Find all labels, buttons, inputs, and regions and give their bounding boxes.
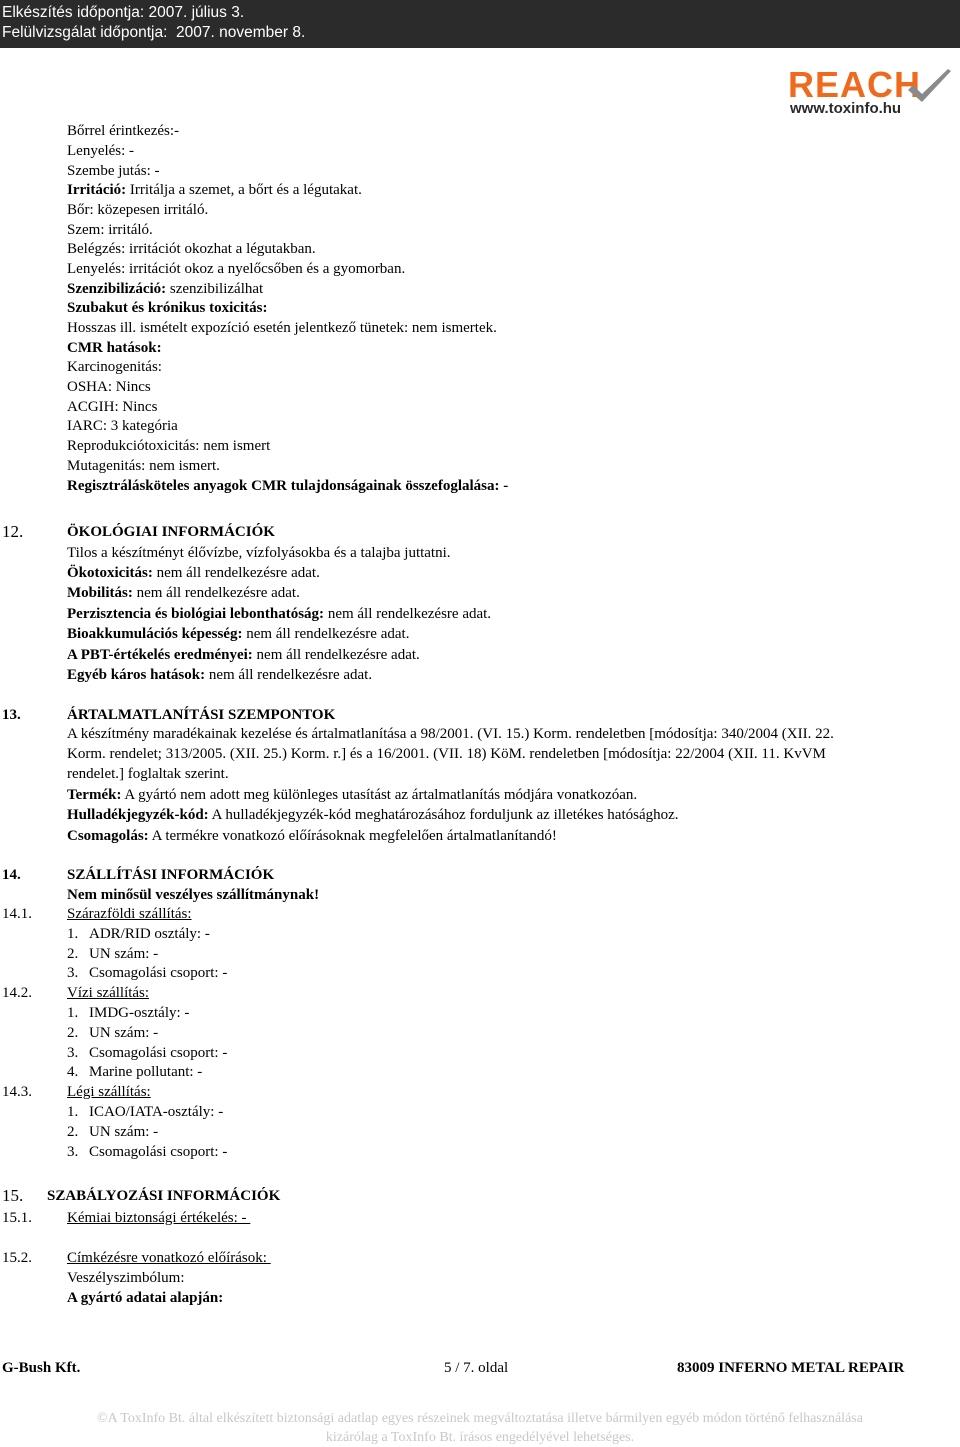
packaging-text: A termékre vonatkozó előírásoknak megfelelően ártalmatlanítandó! bbox=[148, 828, 557, 844]
logo-title: REACH bbox=[788, 64, 922, 105]
packaging-label: Csomagolás: bbox=[67, 828, 149, 844]
bioaccumulation-text: nem áll rendelkezésre adat. bbox=[242, 626, 410, 642]
item-number: 3. bbox=[67, 1144, 79, 1160]
list-item bbox=[67, 1024, 158, 1042]
prepared-date: Elkészítés időpontja: 2007. július 3. bbox=[2, 4, 245, 21]
pbt-assessment bbox=[67, 646, 420, 664]
list-item bbox=[67, 1063, 202, 1081]
section-12-number: 12. bbox=[2, 522, 24, 541]
item-text: Csomagolási csoport: - bbox=[89, 1045, 228, 1061]
disposal-text-1: A készítmény maradékainak kezelése és ártalmatlanítása a 98/2001. (VI. 15.) Korm. rendeletben [módosítja: 340/2004 (XII. 22. bbox=[67, 726, 834, 742]
product-label: Termék: bbox=[67, 787, 122, 803]
list-item bbox=[67, 1123, 158, 1141]
water-number: 14.2. bbox=[2, 985, 32, 1001]
disposal-text-2: Korm. rendelet; 313/2005. (XII. 25.) Korm. r.] és a 16/2001. (VII. 18) KöM. rendeletben [módosítja: 22/2004 (XII. 11. KvVM bbox=[67, 746, 826, 762]
product-text: A gyártó nem adott meg különleges utasítást az ártalmatlanítás módjára vonatkozóan. bbox=[121, 787, 638, 803]
skin-contact: Bőrrel érintkezés:- bbox=[67, 123, 180, 139]
list-item bbox=[67, 1143, 227, 1161]
mutagenicity: Mutagenitás: nem ismert. bbox=[67, 458, 220, 474]
iarc: IARC: 3 kategória bbox=[67, 418, 178, 434]
manufacturer-data: A gyártó adatai alapján: bbox=[67, 1290, 224, 1306]
bioaccumulation-label: Bioakkumulációs képesség: bbox=[67, 626, 243, 642]
section-12-title: ÖKOLÓGIAI INFORMÁCIÓK bbox=[67, 524, 275, 540]
subacute-label: Szubakut és krónikus toxicitás: bbox=[67, 300, 268, 316]
inhalation: Belégzés: irritációt okozhat a légutakban. bbox=[67, 241, 316, 257]
copyright-line-2: kizárólag a ToxInfo Bt. írásos engedélyével lehetséges. bbox=[325, 1430, 635, 1445]
list-item bbox=[67, 945, 158, 963]
skin-irritation: Bőr: közepesen irritáló. bbox=[67, 202, 209, 218]
section-13-title: ÁRTALMATLANÍTÁSI SZEMPONTOK bbox=[67, 707, 336, 723]
air-title: Légi szállítás: bbox=[67, 1084, 151, 1100]
irritation bbox=[67, 181, 362, 199]
eco-ban: Tilos a készítményt élővízbe, vízfolyásokba és a talajba juttatni. bbox=[67, 545, 451, 561]
item-number: 2. bbox=[67, 1124, 79, 1140]
ecotoxicity-label: Ökotoxicitás: bbox=[67, 565, 153, 581]
list-item bbox=[67, 1044, 227, 1062]
mobility bbox=[67, 584, 300, 602]
transport-note: Nem minősül veszélyes szállítmánynak! bbox=[67, 887, 320, 903]
footer-company: G-Bush Kft. bbox=[2, 1360, 81, 1376]
waste-code bbox=[67, 806, 679, 824]
ecotoxicity bbox=[67, 564, 320, 582]
item-text: Marine pollutant: - bbox=[89, 1064, 203, 1080]
cmr-summary: Regisztrálásköteles anyagok CMR tulajdonságainak összefoglalása: - bbox=[67, 478, 509, 494]
cmr-label: CMR hatások: bbox=[67, 340, 162, 356]
disposal-text-3: rendelet.] foglaltak szerint. bbox=[67, 766, 229, 782]
item-number: 3. bbox=[67, 1045, 79, 1061]
persistence bbox=[67, 605, 491, 623]
item-text: UN szám: - bbox=[89, 1124, 159, 1140]
list-item bbox=[67, 1004, 189, 1022]
list-item bbox=[67, 1103, 223, 1121]
long-term-effects: Hosszas ill. ismételt expozíció esetén jelentkező tünetek: nem ismertek. bbox=[67, 320, 497, 336]
mobility-label: Mobilitás: bbox=[67, 585, 133, 601]
item-text: Csomagolási csoport: - bbox=[89, 1144, 228, 1160]
copyright-line-1: ©A ToxInfo Bt. által elkészített biztonsági adatlap egyes részeinek megváltoztatása illetve bármilyen egyéb módon történő felhasználása bbox=[97, 1411, 863, 1426]
osha: OSHA: Nincs bbox=[67, 379, 151, 395]
item-text: UN szám: - bbox=[89, 946, 159, 962]
list-item bbox=[67, 964, 227, 982]
list-item bbox=[67, 925, 210, 943]
section-13-number: 13. bbox=[2, 707, 21, 723]
other-effects bbox=[67, 666, 372, 684]
item-number: 2. bbox=[67, 1025, 79, 1041]
logo-url: www.toxinfo.hu bbox=[790, 100, 902, 117]
footer-page: 5 / 7. oldal bbox=[444, 1360, 509, 1376]
pbt-label: A PBT-értékelés eredményei: bbox=[67, 647, 253, 663]
pbt-text: nem áll rendelkezésre adat. bbox=[252, 647, 420, 663]
air-number: 14.3. bbox=[2, 1084, 32, 1100]
packaging bbox=[67, 827, 557, 845]
item-text: IMDG-osztály: - bbox=[89, 1005, 190, 1021]
item-text: ADR/RID osztály: - bbox=[89, 926, 210, 942]
labelling-title: Címkézésre vonatkozó előírások: bbox=[67, 1250, 271, 1266]
section-14-title: SZÁLLÍTÁSI INFORMÁCIÓK bbox=[67, 867, 275, 883]
ecotoxicity-text: nem áll rendelkezésre adat. bbox=[152, 565, 320, 581]
other-effects-text: nem áll rendelkezésre adat. bbox=[205, 667, 373, 683]
irritation-text: Irritálja a szemet, a bőrt és a légutakat. bbox=[126, 182, 362, 198]
footer-product: 83009 INFERNO METAL REPAIR bbox=[677, 1360, 905, 1376]
item-text: UN szám: - bbox=[89, 1025, 159, 1041]
irritation-label: Irritáció: bbox=[67, 182, 127, 198]
water-title: Vízi szállítás: bbox=[67, 985, 150, 1001]
section-14-number: 14. bbox=[2, 867, 21, 883]
hazard-symbol: Veszélyszimbólum: bbox=[67, 1270, 185, 1286]
acgih: ACGIH: Nincs bbox=[67, 399, 158, 415]
item-number: 1. bbox=[67, 1104, 79, 1120]
eye-contact: Szembe jutás: - bbox=[67, 163, 160, 179]
ingestion: Lenyelés: - bbox=[67, 143, 135, 159]
eye-irritation: Szem: irritáló. bbox=[67, 222, 153, 238]
carcinogenicity: Karcinogenitás: bbox=[67, 359, 162, 375]
labelling-number: 15.2. bbox=[2, 1250, 32, 1266]
chem-safety-number: 15.1. bbox=[2, 1210, 32, 1226]
land-title: Szárazföldi szállítás: bbox=[67, 906, 192, 922]
ingestion-effects: Lenyelés: irritációt okoz a nyelőcsőben és a gyomorban. bbox=[67, 261, 406, 277]
sensitization-label: Szenzibilizáció: bbox=[67, 281, 167, 297]
item-number: 3. bbox=[67, 965, 79, 981]
persistence-label: Perzisztencia és biológiai lebonthatóság: bbox=[67, 606, 325, 622]
mobility-text: nem áll rendelkezésre adat. bbox=[132, 585, 300, 601]
revised-date: Felülvizsgálat időpontja: 2007. november 8. bbox=[2, 24, 306, 41]
reach-logo bbox=[786, 66, 958, 124]
bioaccumulation bbox=[67, 625, 409, 643]
chem-safety-title: Kémiai biztonsági értékelés: - bbox=[67, 1210, 251, 1226]
item-text: Csomagolási csoport: - bbox=[89, 965, 228, 981]
persistence-text: nem áll rendelkezésre adat. bbox=[324, 606, 492, 622]
land-number: 14.1. bbox=[2, 906, 32, 922]
item-number: 4. bbox=[67, 1064, 79, 1080]
section-15-number: 15. bbox=[2, 1186, 24, 1205]
item-number: 1. bbox=[67, 926, 79, 942]
item-number: 1. bbox=[67, 1005, 79, 1021]
other-effects-label: Egyéb káros hatások: bbox=[67, 667, 206, 683]
reproductive-toxicity: Reprodukciótoxicitás: nem ismert bbox=[67, 438, 271, 454]
item-text: ICAO/IATA-osztály: - bbox=[89, 1104, 224, 1120]
item-number: 2. bbox=[67, 946, 79, 962]
waste-code-label: Hulladékjegyzék-kód: bbox=[67, 807, 209, 823]
disposal-product bbox=[67, 786, 637, 804]
sensitization-text: szenzibilizálhat bbox=[166, 281, 264, 297]
checkmark-icon bbox=[904, 68, 954, 108]
section-15-title: SZABÁLYOZÁSI INFORMÁCIÓK bbox=[47, 1188, 281, 1204]
waste-code-text: A hulladékjegyzék-kód meghatározásához forduljunk az illetékes hatósághoz. bbox=[208, 807, 679, 823]
sensitization bbox=[67, 280, 263, 298]
